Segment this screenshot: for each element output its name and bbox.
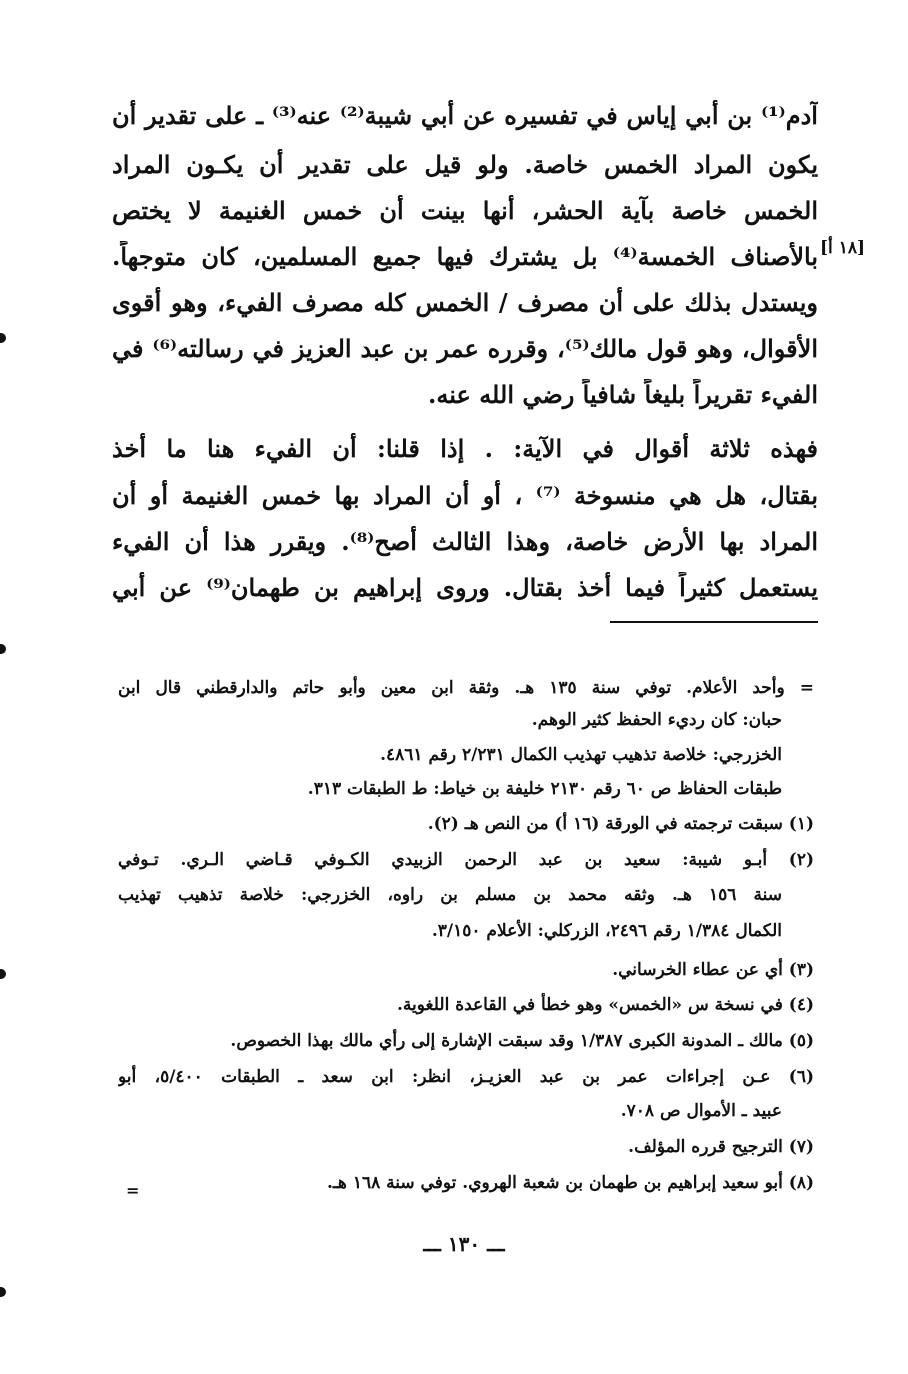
main-text-line: الخمس خاصة بآية الحشر، أنها بينت أن خمس الغنيمة لا يختص	[112, 196, 818, 225]
main-text-line: بالأصناف الخمسة⁽⁴⁾ بل يشترك فيها جميع المسلمين، كان متوجهاً.	[112, 242, 818, 271]
main-text-line: آدم⁽¹⁾ بن أبي إياس في تفسيره عن أبي شيبة⁽²⁾ عنه⁽³⁾ ـ على تقدير أن	[112, 101, 818, 130]
footnote-line: سنة ١٥٦ هـ. وثقه محمد بن مسلم بن راوه، الخزرجي: خلاصة تذهيب تهذيب	[118, 885, 782, 905]
margin-folio-reference: [١٨ أ]	[820, 238, 865, 258]
footnote-line: الخزرجي: خلاصة تذهيب تهذيب الكمال ٢/٢٣١ رقم ٤٨٦١.	[380, 745, 782, 765]
footnote-line: (٧) الترجيح قرره المؤلف.	[628, 1137, 814, 1157]
main-text-line: يكون المراد الخمس خاصة. ولو قيل على تقدير أن يكـون المراد	[112, 150, 818, 179]
footnote-line: الكمال ١/٣٨٤ رقم ٢٤٩٦، الزركلي: الأعلام ٣/١٥٠.	[431, 921, 782, 941]
main-text-line: فهذه ثلاثة أقوال في الآية: . إذا قلنا: أن الفيء هنا ما أخذ	[112, 434, 818, 463]
footnote-line: عبيد ـ الأموال ص ٧٠٨.	[620, 1101, 782, 1121]
footnote-line: = وأحد الأعلام. توفي سنة ١٣٥ هـ. وثقة ابن معين وأبو حاتم والدارقطني قال ابن	[118, 678, 814, 698]
footnote-line: (٣) أي عن عطاء الخرساني.	[612, 960, 814, 980]
footnote-line: (٤) في نسخة س «الخمس» وهو خطأ في القاعدة اللغوية.	[397, 995, 814, 1015]
footnote-line: حبان: كان رديء الحفظ كثير الوهم.	[531, 710, 782, 730]
scan-edge-mark	[0, 333, 6, 343]
footnote-line: (٨) أبو سعيد إبراهيم بن طهمان بن شعبة الهروي. توفي سنة ١٦٨ هـ.	[327, 1173, 814, 1193]
footnote-line: طبقات الحفاظ ص ٦٠ رقم ٢١٣٠ خليفة بن خياط: ط الطبقات ٣١٣.	[307, 779, 782, 799]
footnote-separator	[610, 621, 818, 623]
main-text-line: ويستدل بذلك على أن مصرف / الخمس كله مصرف الفيء، وهو أقوى	[112, 288, 818, 317]
scan-edge-mark	[0, 969, 6, 979]
main-text-line: المراد بها الأرض خاصة، وهذا الثالث أصح⁽⁸⁾. ويقرر هذا أن الفيء	[112, 527, 818, 556]
main-text-line: يستعمل كثيراً فيما أخذ بقتال. وروى إبراهيم بن طهمان⁽⁹⁾ عن أبي	[112, 573, 818, 602]
main-text-line: بقتال، هل هي منسوخة ⁽⁷⁾ ، أو أن المراد بها خمس الغنيمة أو أن	[112, 481, 818, 510]
scan-edge-mark	[0, 644, 6, 654]
footnote-line: (١) سبقت ترجمته في الورقة (١٦ أ) من النص هـ (٢).	[427, 814, 814, 834]
footnote-line: (٢) أبـو شيبة: سعيد بن عبد الرحمن الزبيدي الكـوفي قـاضي الـري. تـوفي	[118, 850, 814, 870]
footnote-line: (٦) عـن إجراءات عمر بن عبد العزيـز، انظر: ابن سعد ـ الطبقات ٥/٤٠٠، أبو	[118, 1067, 814, 1087]
footnote-line: (٥) مالك ـ المدونة الكبرى ١/٣٨٧ وقد سبقت الإشارة إلى رأي مالك بهذا الخصوص.	[230, 1031, 814, 1051]
main-text-line: الأقوال، وهو قول مالك⁽⁵⁾، وقرره عمر بن عبد العزيز في رسالته⁽⁶⁾ في	[112, 334, 818, 363]
scan-edge-mark	[0, 1287, 6, 1297]
page-number: ـــ ١٣٠ ـــ	[423, 1232, 505, 1256]
main-text-line: الفيء تقريراً بليغاً شافياً رضي الله عنه.	[428, 380, 818, 409]
continuation-mark: =	[126, 1181, 140, 1200]
